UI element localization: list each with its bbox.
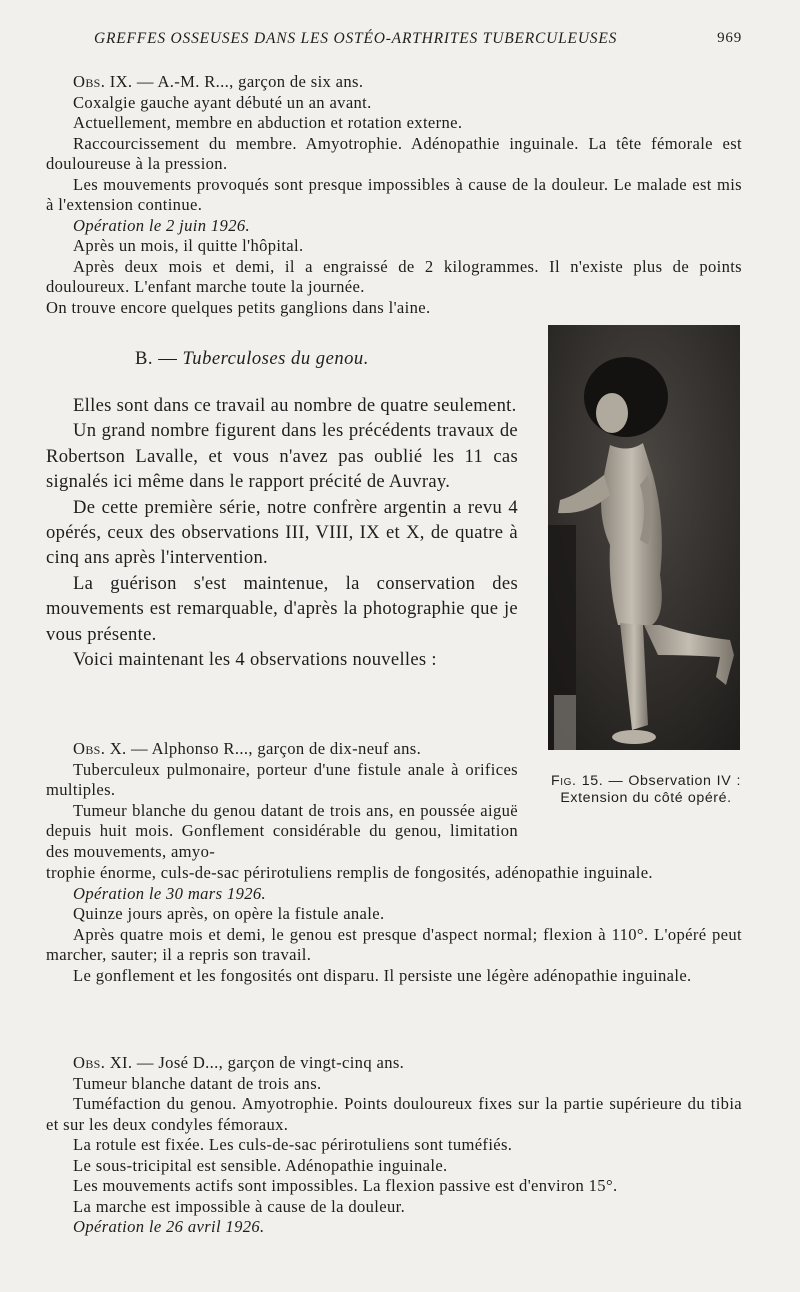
section-title: Tuberculoses du genou. <box>182 348 369 369</box>
operation-date: Opération le 26 avril 1926. <box>73 1217 265 1236</box>
paragraph: Après deux mois et demi, il a engraissé de 2 kilogrammes. Il n'existe plus de points douloureux. L'enfant marche toute la journée. <box>46 256 742 296</box>
section-prefix: B. — <box>135 348 183 369</box>
paragraph: On trouve encore quelques petits ganglions dans l'aine. <box>46 297 431 317</box>
obs-label: Obs. IX. <box>73 72 133 91</box>
observation-9 <box>46 72 742 318</box>
paragraph <box>46 1053 742 1074</box>
child-standing-photo <box>548 325 740 750</box>
figure-label: Fig. 15. <box>551 773 604 789</box>
figure-caption <box>551 773 741 807</box>
paragraph: La guérison s'est maintenue, la conservation des mouvements est remarquable, d'après la photographie que je vous présente. <box>46 572 518 645</box>
paragraph: Tuméfaction du genou. Amyotrophie. Points douloureux fixes sur la partie supérieure du tibia et sur les deux condyles fémoraux. <box>46 1094 742 1134</box>
paragraph: Après quatre mois et demi, le genou est presque d'aspect normal; flexion à 110°. L'opéré peut marcher, sauter; il a repris son travail. <box>46 924 742 964</box>
paragraph: Actuellement, membre en abduction et rotation externe. <box>73 113 463 132</box>
paragraph: Tumeur blanche datant de trois ans. <box>73 1073 322 1093</box>
paragraph: De cette première série, notre confrère argentin a revu 4 opérés, ceux des observations III, VIII, IX et X, de quatre à cinq ans après l'intervention. <box>46 496 518 569</box>
obs-label: Obs. XI. <box>73 1053 133 1072</box>
paragraph: La rotule est fixée. Les culs-de-sac périrotuliens sont tuméfiés. <box>73 1135 513 1154</box>
paragraph: Un grand nombre figurent dans les précédents travaux de Robertson Lavalle, et vous n'avez pas oublié les 11 cas signalés ici même dans le rapport précité de Auvray. <box>46 420 518 493</box>
observation-10-narrow <box>46 739 518 862</box>
paragraph: La marche est impossible à cause de la douleur. <box>73 1196 406 1216</box>
patient-photograph <box>548 325 740 750</box>
paragraph: Quinze jours après, on opère la fistule anale. <box>73 904 385 923</box>
caption-text: — Observation IV : Extension du côté opéré. <box>560 773 741 806</box>
paragraph: Les mouvements provoqués sont presque impossibles à cause de la douleur. Le malade est mis à l'extension continue. <box>46 174 742 214</box>
paragraph-text: — José D..., garçon de vingt-cinq ans. <box>132 1053 405 1072</box>
paragraph: Tumeur blanche du genou datant de trois ans, en poussée aiguë depuis huit mois. Gonflement considérable du genou, limitation des mouvements, amyo- <box>46 800 518 861</box>
paragraph: Raccourcissement du membre. Amyotrophie. Adénopathie inguinale. La tête fémorale est douloureuse à la pression. <box>46 133 742 173</box>
obs-label: Obs. X. <box>73 739 127 758</box>
paragraph-text: — A.-M. R..., garçon de six ans. <box>132 72 364 91</box>
paragraph: Le gonflement et les fongosités ont disparu. Il persiste une légère adénopathie inguinale. <box>73 965 692 985</box>
operation-date: Opération le 30 mars 1926. <box>73 883 267 903</box>
paragraph: Voici maintenant les 4 observations nouvelles : <box>73 649 437 671</box>
paragraph: Le sous-tricipital est sensible. Adénopathie inguinale. <box>73 1155 448 1175</box>
paragraph: Coxalgie gauche ayant débuté un an avant. <box>73 92 372 112</box>
paragraph: Les mouvements actifs sont impossibles. La flexion passive est d'environ 15°. <box>73 1176 618 1195</box>
paragraph: Après un mois, il quitte l'hôpital. <box>73 236 304 255</box>
page-number: 969 <box>717 30 742 46</box>
paragraph: Elles sont dans ce travail au nombre de quatre seulement. <box>73 395 517 416</box>
running-header <box>92 30 742 50</box>
section-body <box>46 393 518 672</box>
paragraph <box>46 739 518 760</box>
running-title: GREFFES OSSEUSES DANS LES OSTÉO-ARTHRITES TUBERCULEUSES <box>94 30 618 47</box>
operation-date: Opération le 2 juin 1926. <box>73 215 250 235</box>
paragraph: trophie énorme, culs-de-sac périrotuliens remplis de fongosités, adénopathie inguinale. <box>46 863 653 882</box>
section-heading <box>135 348 369 370</box>
paragraph <box>46 72 742 93</box>
paragraph-text: — Alphonso R..., garçon de dix-neuf ans. <box>126 739 422 758</box>
paragraph: Tuberculeux pulmonaire, porteur d'une fistule anale à orifices multiples. <box>46 759 518 799</box>
observation-10-full <box>46 863 742 986</box>
observation-11 <box>46 1053 742 1238</box>
